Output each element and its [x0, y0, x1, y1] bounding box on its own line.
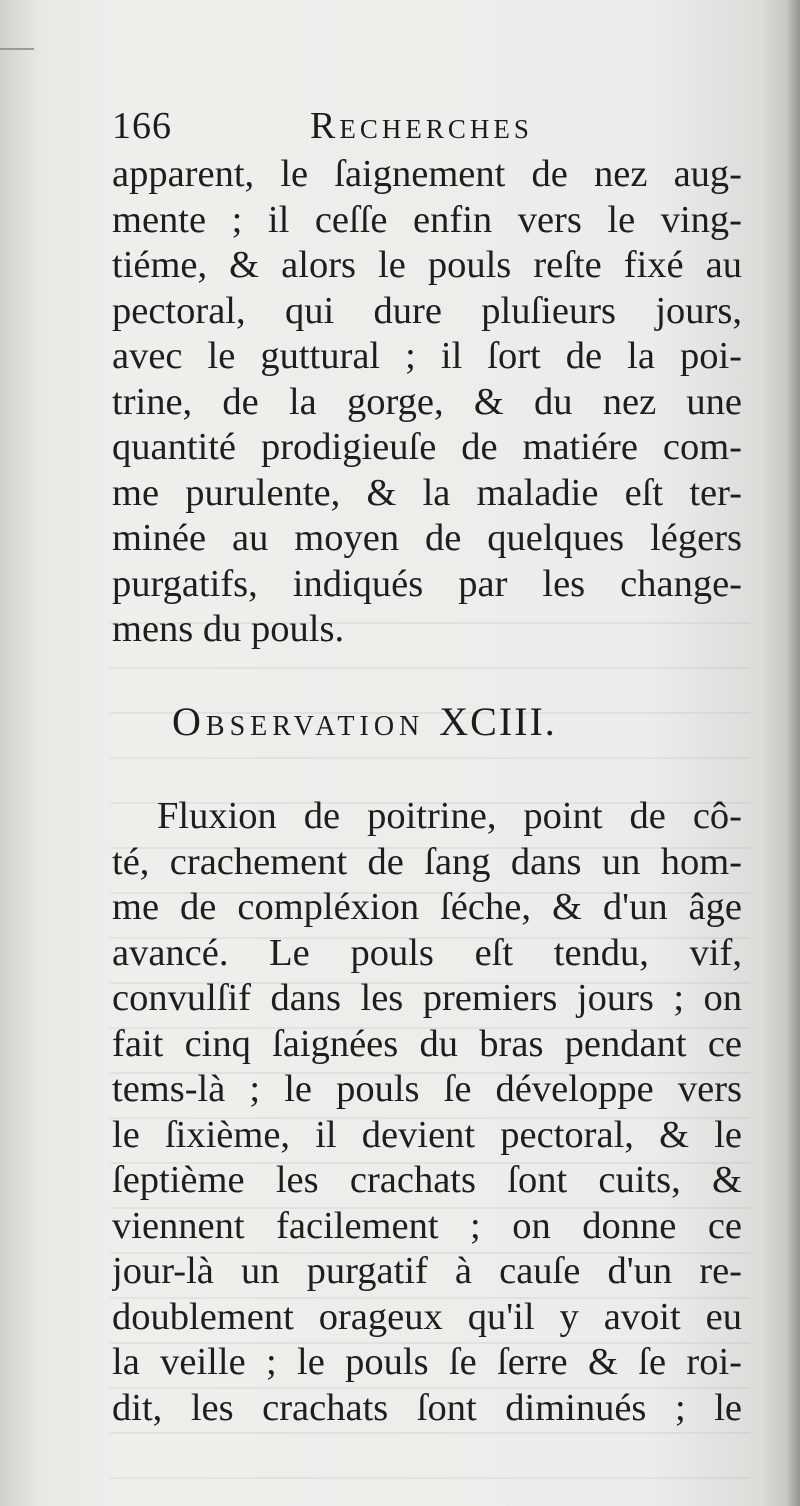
text-line: jour-là un purgatif à cauſe d'un re- — [112, 1250, 742, 1292]
running-head: Recherches — [310, 105, 533, 147]
text-line: convulſif dans les premiers jours ; on — [112, 977, 742, 1019]
page-number: 166 — [112, 105, 172, 147]
text-line: avec le guttural ; il ſort de la poi- — [112, 335, 742, 377]
text-line: me de compléxion ſéche, & d'un âge — [112, 886, 742, 928]
binding-shadow — [786, 0, 800, 1506]
text-line: viennent facilement ; on donne ce — [112, 1204, 742, 1247]
text-line: la veille ; le pouls ſe ſerre & ſe roi- — [112, 1341, 742, 1383]
text-line: ſeptième les crachats ſont cuits, & — [112, 1159, 742, 1201]
text-line: minée au moyen de quelques légers — [112, 517, 742, 559]
text-line: quantité prodigieuſe de matiére com- — [112, 426, 742, 468]
text-line: fait cinq ſaignées du bras pendant ce — [112, 1022, 742, 1065]
paragraph-continued — [112, 152, 742, 653]
page-header — [112, 104, 612, 154]
text-line: me purulente, & la maladie eſt ter- — [112, 471, 742, 514]
text-line: tems-là ; le pouls ſe développe vers — [112, 1068, 742, 1110]
text-line: avancé. Le pouls eſt tendu, vif, — [112, 931, 742, 974]
text-line: mente ; il ceſſe enfin vers le ving- — [112, 198, 742, 241]
page-edge-mark — [0, 48, 34, 50]
text-line: tiéme, & alors le pouls reſte fixé au — [112, 244, 742, 286]
observation-paragraph — [112, 794, 742, 1431]
heading-numeral: XCIII. — [439, 699, 557, 744]
text-line: doublement orageux qu'il y avoit eu — [112, 1295, 742, 1338]
text-line: apparent, le ſaignement de nez aug- — [112, 153, 742, 195]
text-line: mens du pouls. — [112, 608, 345, 650]
section-heading — [172, 698, 732, 745]
text-line: dit, les crachats ſont diminués ; le — [112, 1386, 742, 1429]
heading-label: Observation — [172, 699, 425, 744]
text-line: purgatifs, indiqués par les change- — [112, 562, 742, 605]
text-line: Fluxion de poitrine, point de cô- — [157, 795, 742, 837]
text-line: le ſixième, il devient pectoral, & le — [112, 1113, 742, 1156]
text-line: trine, de la gorge, & du nez une — [112, 380, 742, 423]
text-line: té, crachement de ſang dans un hom- — [112, 840, 742, 883]
text-line: pectoral, qui dure pluſieurs jours, — [112, 289, 742, 332]
